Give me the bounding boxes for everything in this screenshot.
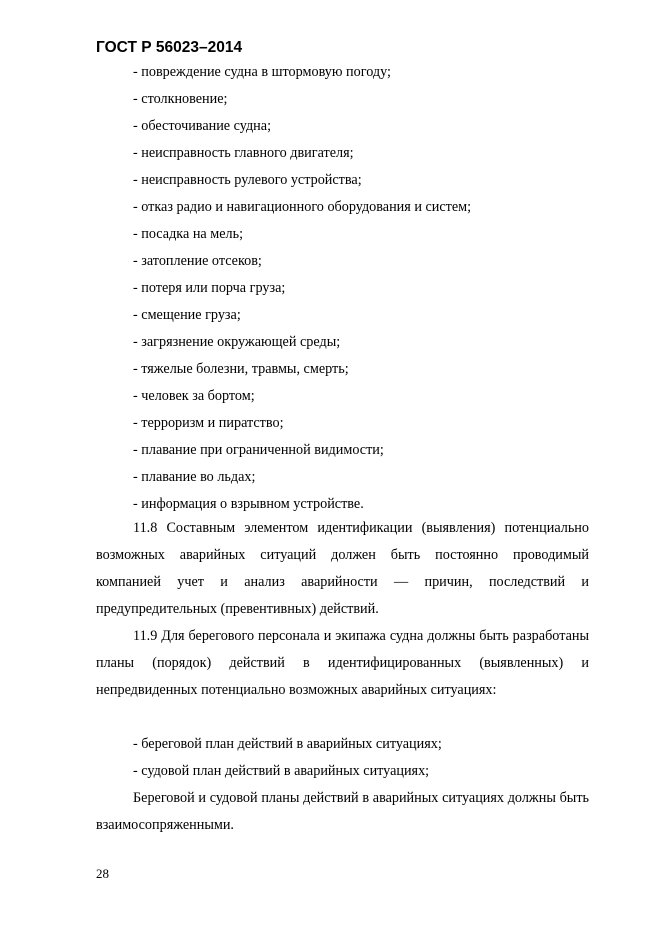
list-item: - обесточивание судна; [133, 118, 272, 134]
list-item: - отказ радио и навигационного оборудования и систем; [133, 199, 472, 215]
list-item: - неисправность рулевого устройства; [133, 172, 362, 188]
list-item: - смещение груза; [133, 307, 241, 323]
emergency-situations-list [133, 59, 471, 518]
list-item: - береговой план действий в аварийных ситуациях; [133, 736, 442, 752]
list-item: - повреждение судна в штормовую погоду; [133, 64, 391, 80]
paragraph-text: 11.8 Составным элементом идентификации (выявления) потенциально возможных аварийных ситуаций должен быть постоянно проводимый компанией учет и анализ аварийности — причин, последствий и предупредительных (превентивных) действий. [96, 520, 589, 617]
paragraph-text: Береговой и судовой планы действий в аварийных ситуациях должны быть взаимосопряженными. [96, 790, 589, 833]
paragraph-text: 11.9 Для берегового персонала и экипажа судна должны быть разработаны планы (порядок) действий в идентифицированных (выявленных) и непредвиденных потенциально возможных аварийных ситуациях: [96, 628, 589, 698]
action-plans-list [133, 731, 442, 785]
list-item: - плавание при ограниченной видимости; [133, 442, 384, 458]
list-item: - загрязнение окружающей среды; [133, 334, 341, 350]
list-item: - информация о взрывном устройстве. [133, 496, 364, 512]
list-item: - неисправность главного двигателя; [133, 145, 354, 161]
list-item: - посадка на мель; [133, 226, 244, 242]
paragraph-11-8 [96, 515, 589, 623]
list-item: - плавание во льдах; [133, 469, 256, 485]
page-number: 28 [96, 866, 109, 881]
paragraph-11-9 [96, 623, 589, 704]
paragraph-final [96, 785, 589, 839]
list-item: - человек за бортом; [133, 388, 255, 404]
document-header: ГОСТ Р 56023–2014 [96, 39, 243, 56]
list-item: - столкновение; [133, 91, 228, 107]
list-item: - тяжелые болезни, травмы, смерть; [133, 361, 349, 377]
list-item: - терроризм и пиратство; [133, 415, 284, 431]
list-item: - судовой план действий в аварийных ситуациях; [133, 763, 430, 779]
list-item: - потеря или порча груза; [133, 280, 286, 296]
list-item: - затопление отсеков; [133, 253, 262, 269]
